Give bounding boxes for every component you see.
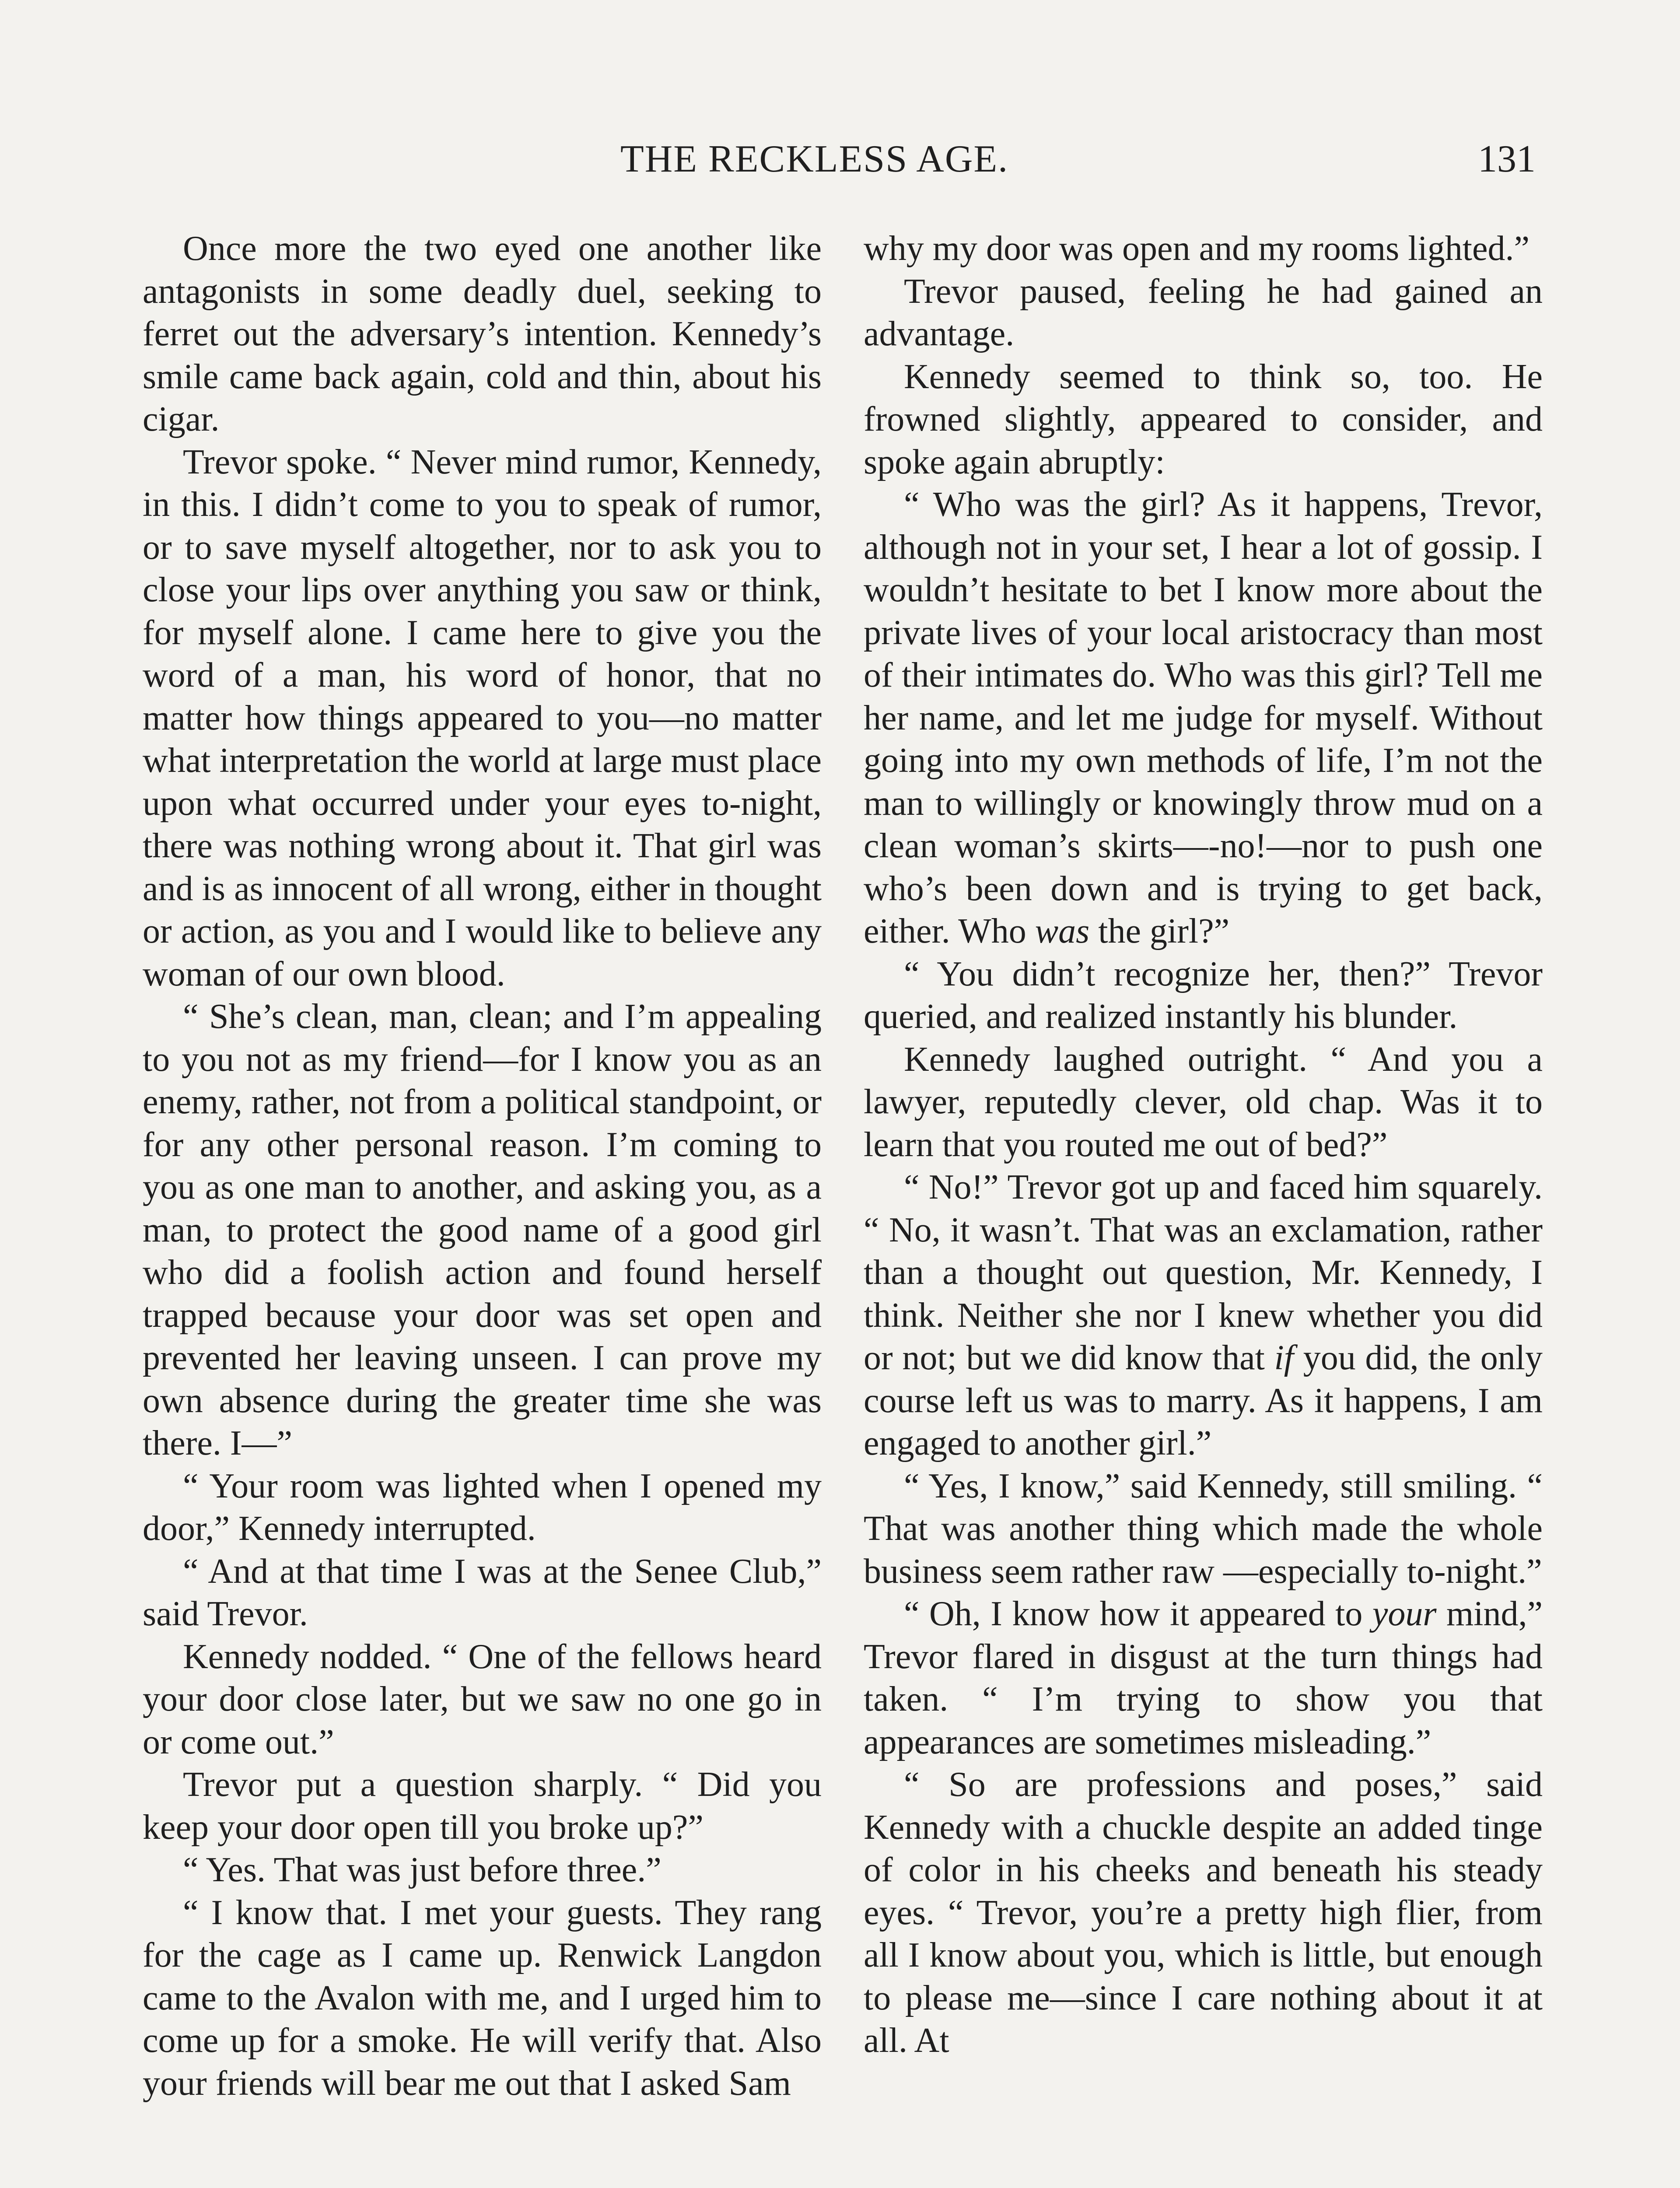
paragraph: “ She’s clean, man, clean; and I’m appealing to you not as my friend—for I know you as an enemy, rather, not from a political standpoint, or for any other personal reason. I’m coming to you as one man to another, and asking you, as a man, to protect the good name of a good girl who did a foolish action and found herself trapped because your door was set open and prevented her leaving unseen. I can prove my own absence during the greater time she was there. I—” bbox=[143, 997, 822, 1462]
paragraph: Kennedy laughed outright. “ And you a lawyer, reputedly clever, old chap. Was it to learn that you routed me out of bed?” bbox=[864, 1040, 1543, 1164]
italic-word: your bbox=[1372, 1595, 1437, 1633]
paragraph bbox=[864, 1166, 1543, 1465]
paragraph bbox=[864, 484, 1543, 953]
paragraph: “ I know that. I met your guests. They rang for the cage as I came up. Renwick Langdon came to the Avalon with me, and I urged him to come up for a smoke. He will verify that. Also your friends will bear me out that I asked Sam bbox=[143, 1893, 822, 2103]
paragraph-text: “ Who was the girl? As it happens, Trevor, although not in your set, I hear a lot of gossip. I wouldn’t hesitate to bet I know more about the private lives of your local aristocracy than most of their intimates do. Who was this girl? Tell me her name, and let me judge for myself. Without going into my own methods of life, I’m not the man to willingly or knowingly throw mud on a clean woman’s skirts—-no!—nor to push one who’s been down and is trying to get back, either. Who bbox=[864, 485, 1543, 950]
paragraph-text: “ Oh, I know how it appeared to bbox=[904, 1595, 1372, 1633]
paragraph: Trevor put a question sharply. “ Did you keep your door open till you broke up?” bbox=[143, 1765, 822, 1847]
paragraph-text: mind,” Trevor flared in disgust at the turn things had taken. “ I’m trying to show you that appearances are sometimes misleading.” bbox=[864, 1595, 1543, 1761]
paragraph: “ And at that time I was at the Senee Club,” said Trevor. bbox=[143, 1552, 822, 1633]
paragraph: Trevor spoke. “ Never mind rumor, Kennedy, in this. I didn’t come to you to speak of rumor, or to save myself altogether, nor to ask you to close your lips over anything you saw or think, for myself alone. I came here to give you the word of a man, his word of honor, that no matter how things appeared to you—no matter what interpretation the world at large must place upon what occurred under your eyes to-night, there was nothing wrong about it. That girl was and is as innocent of all wrong, either in thought or action, as you and I would like to believe any woman of our own blood. bbox=[143, 442, 822, 993]
paragraph: “ So are professions and poses,” said Kennedy with a chuckle despite an added tinge of color in his cheeks and beneath his steady eyes. “ Trevor, you’re a pretty high flier, from all I know about you, which is little, but enough to please me—since I care nothing about it at all. At bbox=[864, 1765, 1543, 2060]
page-number: 131 bbox=[1478, 138, 1536, 180]
right-column bbox=[864, 228, 1543, 2062]
paragraph: “ Yes, I know,” said Kennedy, still smiling. “ That was another thing which made the whole business seem rather raw —especially to-night.” bbox=[864, 1466, 1543, 1591]
left-column bbox=[143, 228, 822, 2105]
italic-word: if bbox=[1274, 1339, 1294, 1377]
paragraph: Once more the two eyed one another like antagonists in some deadly duel, seeking to ferret out the adversary’s intention. Kennedy’s smile came back again, cold and thin, about his cigar. bbox=[143, 229, 822, 438]
italic-word: was bbox=[1035, 912, 1090, 950]
paragraph: Kennedy seemed to think so, too. He frowned slightly, appeared to consider, and spoke again abruptly: bbox=[864, 357, 1543, 481]
running-title: THE RECKLESS AGE. bbox=[620, 138, 1009, 180]
paragraph bbox=[864, 1593, 1543, 1764]
paragraph: “ You didn’t recognize her, then?” Trevor queried, and realized instantly his blunder. bbox=[864, 954, 1543, 1036]
paragraph-text: “ No!” Trevor got up and faced him squarely. “ No, it wasn’t. That was an exclamation, rather than a thought out question, Mr. Kennedy, I think. Neither she nor I knew whether you did or not; but we did know that bbox=[864, 1168, 1543, 1377]
paragraph: “ Your room was lighted when I opened my door,” Kennedy interrupted. bbox=[143, 1466, 822, 1548]
paragraph: Kennedy nodded. “ One of the fellows heard your door close later, but we saw no one go in or come out.” bbox=[143, 1637, 822, 1761]
paragraph-text: the girl?” bbox=[1089, 912, 1230, 950]
paragraph: “ Yes. That was just before three.” bbox=[183, 1851, 662, 1889]
paragraph-continuation: why my door was open and my rooms lighted.” bbox=[864, 229, 1530, 268]
paragraph: Trevor paused, feeling he had gained an advantage. bbox=[864, 272, 1543, 353]
paragraph-text: you did, the only course left us was to marry. As it happens, I am engaged to another girl.” bbox=[864, 1339, 1543, 1462]
